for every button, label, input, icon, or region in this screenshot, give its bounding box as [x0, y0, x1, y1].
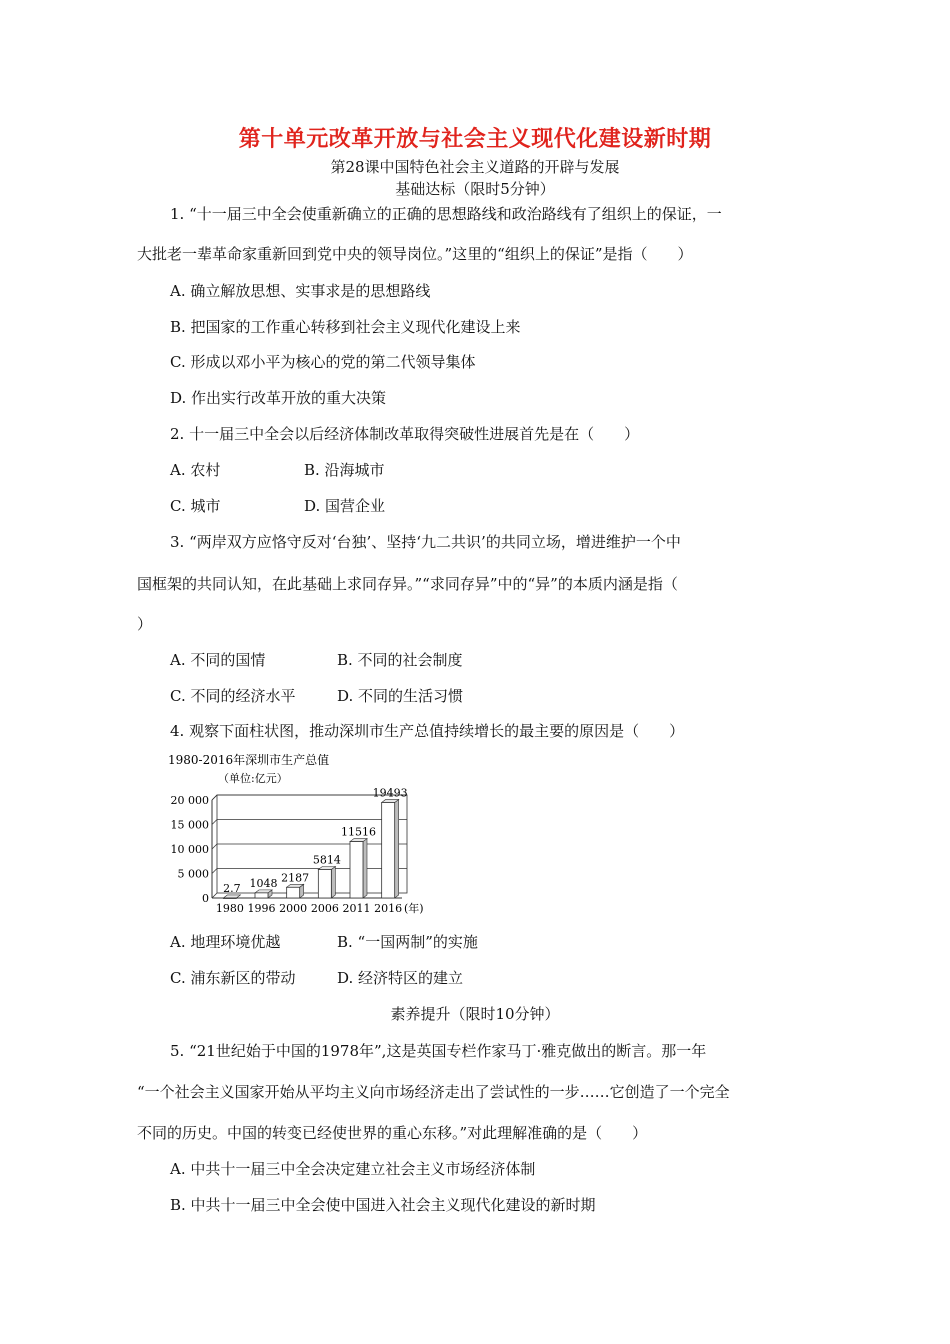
bar-side	[331, 867, 335, 898]
bar-value-label: 5814	[312, 853, 341, 867]
q4-option-c[interactable]: C. 浦东新区的带动	[170, 969, 296, 987]
bar-side	[363, 839, 367, 898]
q4-option-d[interactable]: D. 经济特区的建立	[337, 969, 464, 987]
x-tick-label: 2011	[342, 902, 371, 915]
bar-value-label: 11516	[341, 825, 376, 839]
q1-option-a[interactable]: A. 确立解放思想、实事求是的思想路线	[170, 282, 431, 300]
q5-option-b[interactable]: B. 中共十一届三中全会使中国进入社会主义现代化建设的新时期	[170, 1196, 596, 1214]
gridline	[212, 844, 217, 849]
unit-title: 第十单元改革开放与社会主义现代化建设新时期	[238, 126, 712, 152]
chart-frame-edge	[212, 893, 217, 898]
q4-stem: 4. 观察下面柱状图，推动深圳市生产总值持续增长的最主要的原因是（ ）	[170, 722, 685, 740]
lesson-title: 第28课中国特色社会主义道路的开辟与发展	[330, 158, 620, 176]
x-unit-label: (年)	[404, 902, 424, 915]
q3-option-b[interactable]: B. 不同的社会制度	[337, 651, 463, 669]
q5-stem-line2: “一个社会主义国家开始从平均主义向市场经济走出了尝试性的一步……它创造了一个完全	[137, 1083, 730, 1101]
q1-option-b[interactable]: B. 把国家的工作重心转移到社会主义现代化建设上来	[170, 318, 521, 336]
x-tick-label: 1996	[247, 902, 276, 915]
chart-subtitle: （单位:亿元）	[218, 772, 288, 785]
q2-option-a[interactable]: A. 农村	[170, 461, 221, 479]
chart-title: 1980-2016年深圳市生产总值	[168, 753, 330, 767]
bar-value-label: 19493	[372, 786, 408, 800]
q1-option-d[interactable]: D. 作出实行改革开放的重大决策	[170, 389, 387, 407]
gdp-bar-chart	[160, 748, 440, 918]
q2-option-b[interactable]: B. 沿海城市	[304, 461, 385, 479]
x-tick-label: 1980	[215, 902, 244, 915]
q1-stem-line2: 大批老一辈革命家重新回到党中央的领导岗位。”这里的“组织上的保证”是指（ ）	[137, 245, 693, 263]
bar	[350, 842, 363, 898]
q3-option-d[interactable]: D. 不同的生活习惯	[337, 687, 464, 705]
q5-option-a[interactable]: A. 中共十一届三中全会决定建立社会主义市场经济体制	[170, 1160, 536, 1178]
gridline	[212, 820, 217, 825]
section-advanced-heading: 素养提升（限时10分钟）	[390, 1005, 560, 1023]
y-tick-label: 10 000	[170, 843, 209, 856]
x-tick-label: 2006	[310, 902, 339, 915]
q4-option-a[interactable]: A. 地理环境优越	[170, 933, 281, 951]
bar	[255, 893, 268, 898]
gridline	[212, 795, 217, 800]
q2-stem: 2. 十一届三中全会以后经济体制改革取得突破性进展首先是在（ ）	[170, 425, 640, 443]
bar-value-label: 2.7	[223, 881, 241, 895]
q3-stem-line1: 3. “两岸双方应恪守反对‘台独’、坚持‘九二共识’的共同立场，增进维护一个中	[170, 533, 681, 551]
q5-stem-line1: 5. “21世纪始于中国的1978年”,这是英国专栏作家马丁·雅克做出的断言。那一年	[170, 1042, 707, 1060]
x-tick-label: 2016	[374, 902, 403, 915]
q1-stem-line1: 1. “十一届三中全会使重新确立的正确的思想路线和政治路线有了组织上的保证，一	[170, 205, 722, 223]
y-tick-label: 20 000	[170, 794, 209, 807]
bar-value-label: 1048	[249, 876, 278, 890]
bar	[287, 887, 300, 898]
y-tick-label: 0	[202, 892, 209, 905]
bar	[318, 870, 331, 898]
section-basic-heading: 基础达标（限时5分钟）	[395, 180, 555, 198]
x-tick-label: 2000	[279, 902, 308, 915]
bar-value-label: 2187	[281, 871, 310, 885]
q4-option-b[interactable]: B. “一国两制”的实施	[337, 933, 478, 951]
bar	[223, 898, 236, 899]
bar	[382, 802, 395, 898]
q3-stem-line3: ）	[137, 615, 153, 633]
y-tick-label: 15 000	[170, 818, 209, 832]
q3-option-c[interactable]: C. 不同的经济水平	[170, 687, 296, 705]
q2-option-d[interactable]: D. 国营企业	[304, 497, 386, 515]
q2-option-c[interactable]: C. 城市	[170, 497, 221, 515]
q3-stem-line2: 国框架的共同认知，在此基础上求同存异。”“求同存异”中的“异”的本质内涵是指（	[137, 575, 678, 593]
y-tick-label: 5 000	[177, 867, 209, 881]
q5-stem-line3: 不同的历史。中国的转变已经使世界的重心东移。”对此理解准确的是（ ）	[137, 1124, 648, 1142]
q1-option-c[interactable]: C. 形成以邓小平为核心的党的第二代领导集体	[170, 353, 476, 371]
gridline	[212, 869, 217, 874]
q3-option-a[interactable]: A. 不同的国情	[170, 651, 266, 669]
bar-side	[395, 799, 399, 898]
